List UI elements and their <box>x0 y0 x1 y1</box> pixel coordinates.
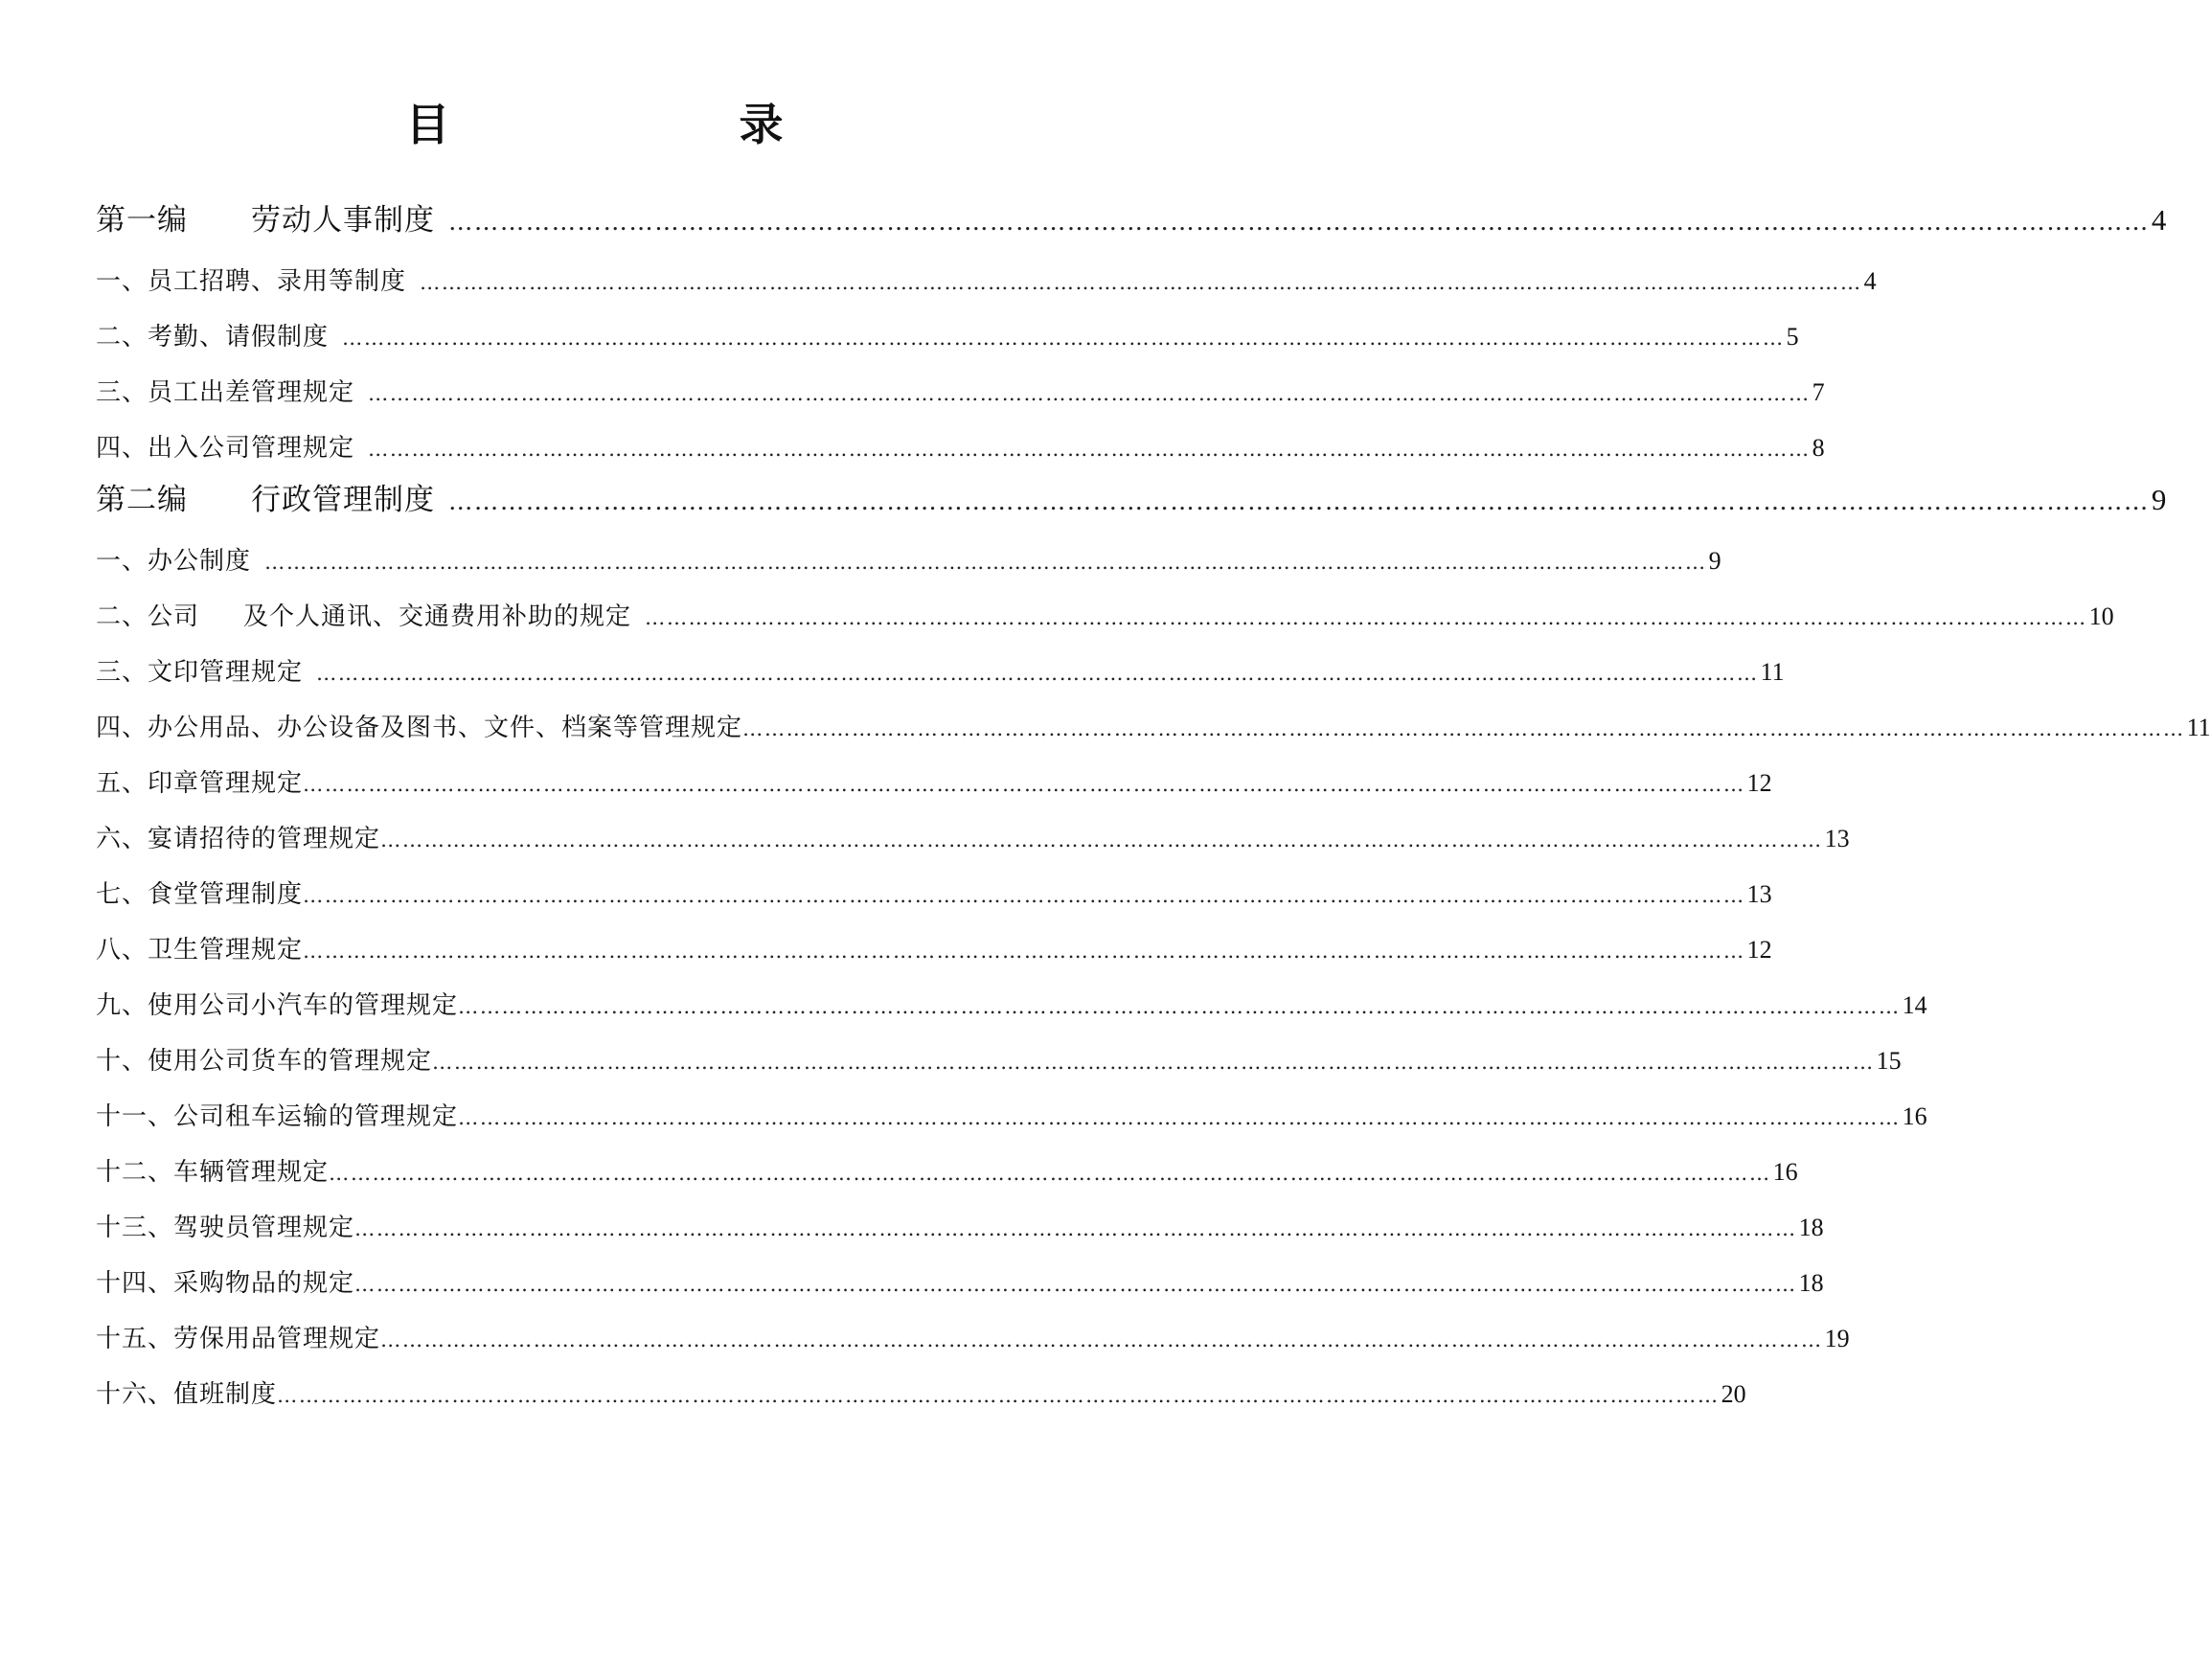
toc-page-number: 4 <box>1863 267 1877 295</box>
toc-leader: ……………………………………………………………………………………………………………………………………………………………………………… <box>303 773 1745 797</box>
toc-entry[interactable] <box>96 1375 1746 1416</box>
toc-entry[interactable] <box>96 542 1721 582</box>
toc-leader: ……………………………………………………………………………………………………………………………………………………………………………… <box>329 1162 1771 1186</box>
toc-entry-label: 三、员工出差管理规定 <box>96 378 355 407</box>
toc-page-number: 9 <box>1708 547 1721 575</box>
toc-page-number: 16 <box>1902 1102 1927 1130</box>
toc-leader: ……………………………………………………………………………………………………………………………………………………………………………… <box>458 995 1901 1019</box>
toc-entry[interactable] <box>96 598 2114 638</box>
toc-page-number: 20 <box>1721 1380 1746 1408</box>
toc-entry-label: 十三、驾驶员管理规定 <box>96 1214 355 1242</box>
toc-entry[interactable] <box>96 764 1772 805</box>
toc-leader: ……………………………………………………………………………………………………………………………………………………………………………… <box>303 884 1745 908</box>
toc-entry-label: 十六、值班制度 <box>96 1380 278 1409</box>
toc-entry-label: 十、使用公司货车的管理规定 <box>96 1047 433 1076</box>
toc-page-number: 16 <box>1772 1158 1798 1186</box>
toc-page-number: 13 <box>1746 880 1772 908</box>
toc-page-number: 11 <box>1760 658 1785 686</box>
toc-page-number: 7 <box>1812 378 1825 406</box>
toc-entry[interactable] <box>96 875 1772 916</box>
toc-entry-label: 九、使用公司小汽车的管理规定 <box>96 991 459 1020</box>
toc-leader: ……………………………………………………………………………………………………………………………………………………………………………… <box>368 438 1811 462</box>
toc-entry-label-cont: 及个人通讯、交通费用补助的规定 <box>243 602 632 631</box>
toc-page-number: 9 <box>2151 483 2167 516</box>
toc-entry-label: 三、文印管理规定 <box>96 658 304 687</box>
toc-leader: ……………………………………………………………………………………………………………………………………………………………………………… <box>645 606 2087 630</box>
toc-leader: ……………………………………………………………………………………………………………………………………………………………………………… <box>354 1273 1797 1297</box>
toc-part-1[interactable] <box>96 201 2167 240</box>
toc-part-name: 行政管理制度 <box>251 483 435 517</box>
toc-leader: ……………………………………………………………………………………………………………………………………………………………………………… <box>368 382 1811 406</box>
toc-entry-label: 一、办公制度 <box>96 547 252 576</box>
toc-entry[interactable] <box>96 1209 1824 1249</box>
toc-entry[interactable] <box>96 429 1825 469</box>
toc-entry-label: 四、办公用品、办公设备及图书、文件、档案等管理规定 <box>96 714 743 742</box>
toc-page-number: 4 <box>2151 203 2167 237</box>
toc-entry[interactable] <box>96 1153 1798 1193</box>
toc-page-number: 18 <box>1798 1214 1824 1241</box>
toc-leader: ……………………………………………………………………………………………………………………………………………………………………………… <box>420 271 1862 295</box>
toc-leader: ……………………………………………………………………………………………………………………………………………………………………………… <box>264 551 1707 575</box>
toc-entry-label: 十一、公司租车运输的管理规定 <box>96 1102 459 1131</box>
toc-page-number: 5 <box>1786 323 1799 351</box>
toc-entry[interactable] <box>96 318 1799 358</box>
toc-leader: ……………………………………………………………………………………………………………………………………………………………………………… <box>432 1051 1875 1075</box>
toc-entry-label: 一、员工招聘、录用等制度 <box>96 267 407 296</box>
toc-entry-label: 六、宴请招待的管理规定 <box>96 825 381 853</box>
toc-part-label: 第一编 <box>96 203 188 238</box>
toc-page-number: 15 <box>1876 1047 1902 1075</box>
toc-entry[interactable] <box>96 820 1850 860</box>
toc-title: 目 录 <box>405 99 906 150</box>
toc-entry[interactable] <box>96 374 1825 414</box>
toc-leader: ……………………………………………………………………………………………………………………………………………………………………………… <box>380 829 1823 852</box>
toc-entry[interactable] <box>96 653 1785 693</box>
toc-entry[interactable] <box>96 987 1927 1027</box>
toc-page-number: 18 <box>1798 1269 1824 1297</box>
toc-page-number: 19 <box>1824 1325 1850 1352</box>
toc-leader: ……………………………………………………………………………………………………………………………………………………………………………… <box>354 1217 1797 1241</box>
toc-entry[interactable] <box>96 1098 1927 1138</box>
toc-entry[interactable] <box>96 931 1772 971</box>
toc-entry-label: 七、食堂管理制度 <box>96 880 304 909</box>
toc-entry-label: 二、考勤、请假制度 <box>96 323 330 352</box>
toc-leader: ……………………………………………………………………………………………………………………………………………………………………………… <box>380 1328 1823 1352</box>
toc-entry[interactable] <box>96 1042 1902 1082</box>
toc-leader: ……………………………………………………………………………………………………………………………………………………………………………… <box>342 327 1785 351</box>
toc-entry-label: 十二、车辆管理规定 <box>96 1158 330 1187</box>
toc-part-label: 第二编 <box>96 483 188 517</box>
toc-entry-label: 二、公司 <box>96 602 200 631</box>
toc-leader: ……………………………………………………………………………………………………………………………………………………………………………… <box>316 662 1759 686</box>
toc-page-number: 12 <box>1746 936 1772 964</box>
toc-leader: ……………………………………………………………………………………………………………………………………………………………………………… <box>742 717 2185 741</box>
toc-page-number: 11 <box>2186 714 2211 741</box>
toc-leader: ……………………………………………………………………………………………………………………………………………………………………………… <box>458 1106 1901 1130</box>
toc-page-number: 8 <box>1812 434 1825 462</box>
toc-entry[interactable] <box>96 1320 1850 1360</box>
toc-entry-label: 四、出入公司管理规定 <box>96 434 355 463</box>
toc-entry-label: 十五、劳保用品管理规定 <box>96 1325 381 1353</box>
toc-entry[interactable] <box>96 709 2211 749</box>
toc-entry-label: 五、印章管理规定 <box>96 769 304 798</box>
toc-part-2[interactable] <box>96 481 2167 520</box>
toc-page-number: 10 <box>2088 602 2114 630</box>
toc-page-number: 12 <box>1746 769 1772 797</box>
toc-entry[interactable] <box>96 1264 1824 1305</box>
toc-page-number: 13 <box>1824 825 1850 852</box>
toc-part-name: 劳动人事制度 <box>251 203 435 238</box>
toc-page-number: 14 <box>1902 991 1927 1019</box>
toc-leader: ……………………………………………………………………………………………………………………………………………………………………………… <box>448 207 2150 236</box>
toc-leader: ……………………………………………………………………………………………………………………………………………………………………………… <box>303 940 1745 964</box>
toc-leader: ……………………………………………………………………………………………………………………………………………………………………………… <box>448 487 2150 515</box>
toc-leader: ……………………………………………………………………………………………………………………………………………………………………………… <box>277 1384 1720 1408</box>
toc-entry-label: 十四、采购物品的规定 <box>96 1269 355 1298</box>
toc-entry-label: 八、卫生管理规定 <box>96 936 304 965</box>
toc-entry[interactable] <box>96 262 1877 303</box>
